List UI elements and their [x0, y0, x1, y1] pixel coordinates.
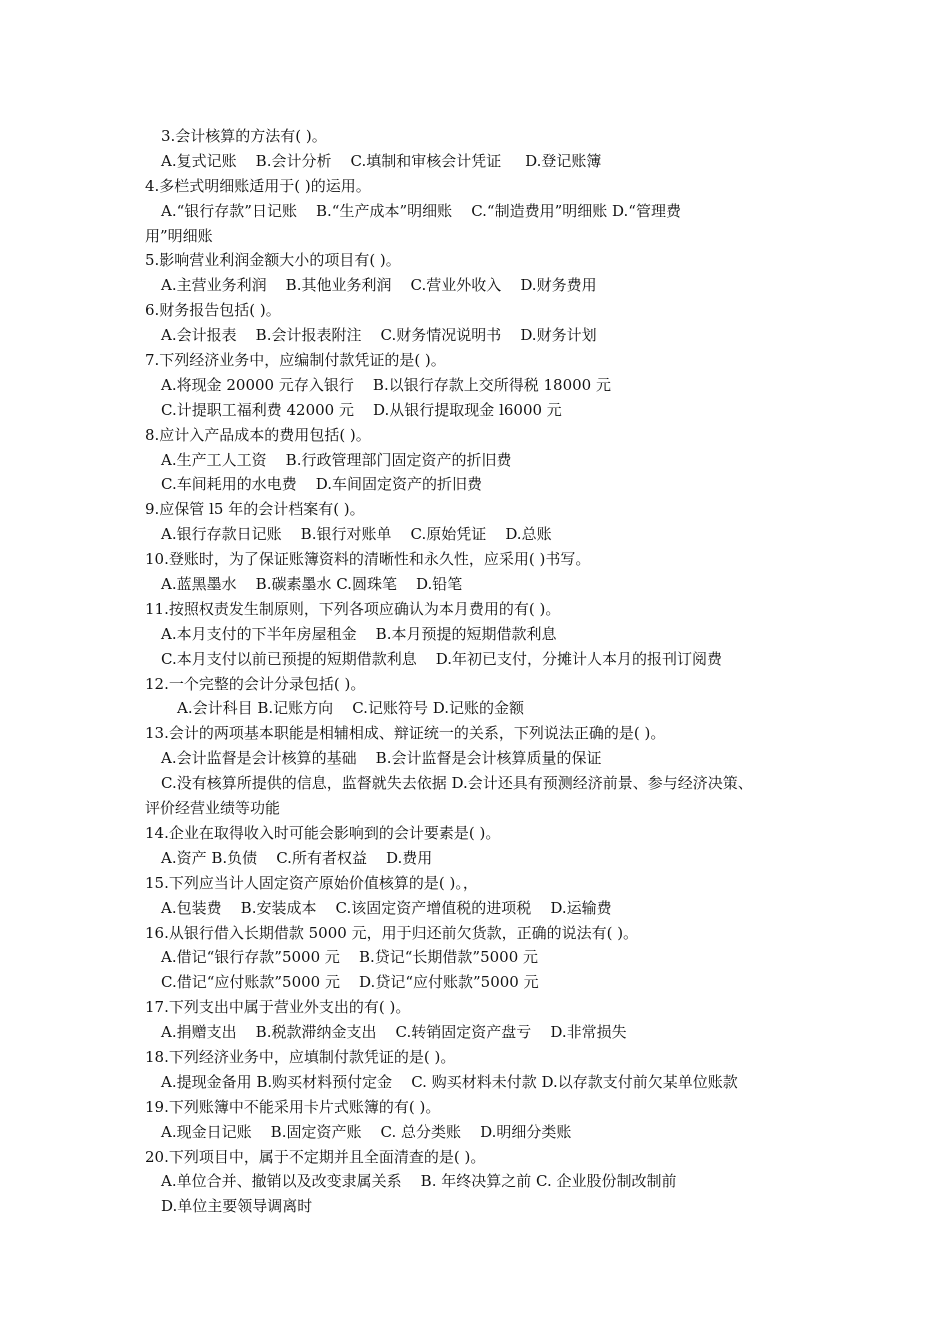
- option-line: A.“银行存款”日记账 B.“生产成本”明细账 C.“制造费用”明细账 D.“管理费: [161, 201, 681, 220]
- option-line: A.现金日记账 B.固定资产账 C. 总分类账 D.明细分类账: [161, 1122, 572, 1141]
- option-line: A.本月支付的下半年房屋租金 B.本月预提的短期借款利息: [161, 624, 557, 643]
- option-line: D.单位主要领导调离时: [161, 1197, 313, 1216]
- question-line: 6.财务报告包括( )。: [145, 301, 281, 320]
- question-line: 10.登账时，为了保证账簿资料的清晰性和永久性，应采用( )书写。: [145, 550, 591, 569]
- question-line: 15.下列应当计人固定资产原始价值核算的是( )。，: [145, 873, 478, 892]
- question-line: 16.从银行借入长期借款 5000 元，用于归还前欠货款，正确的说法有( )。: [145, 923, 639, 942]
- question-line: 8.应计入产品成本的费用包括( )。: [145, 425, 371, 444]
- option-line: A.复式记账 B.会计分析 C.填制和审核会计凭证 D.登记账簿: [161, 151, 602, 170]
- question-line: 17.下列支出中属于营业外支出的有( )。: [145, 998, 411, 1017]
- option-line: A.单位合并、撤销以及改变隶属关系 B. 年终决算之前 C. 企业股份制改制前: [161, 1172, 677, 1191]
- question-line: 9.应保管 l5 年的会计档案有( )。: [145, 500, 365, 519]
- question-list: [145, 124, 815, 1219]
- option-line: A.借记“银行存款”5000 元 B.贷记“长期借款”5000 元: [161, 948, 539, 967]
- option-line: A.主营业务利润 B.其他业务利润 C.营业外收入 D.财务费用: [161, 276, 597, 295]
- question-line: 7.下列经济业务中，应编制付款凭证的是( )。: [145, 351, 446, 370]
- question-line: 19.下列账簿中不能采用卡片式账簿的有( )。: [145, 1097, 441, 1116]
- option-line: A.蓝黑墨水 B.碳素墨水 C.圆珠笔 D.铅笔: [161, 575, 463, 594]
- option-line: C.本月支付以前已预提的短期借款利息 D.年初已支付，分摊计人本月的报刊订阅费: [161, 649, 723, 668]
- option-line: A.生产工人工资 B.行政管理部门固定资产的折旧费: [161, 450, 512, 469]
- option-line: A.将现金 20000 元存入银行 B.以银行存款上交所得税 18000 元: [161, 375, 611, 394]
- option-line: A.会计科目 B.记账方向 C.记账符号 D.记账的金额: [177, 699, 524, 718]
- option-line: A.提现金备用 B.购买材料预付定金 C. 购买材料未付款 D.以存款支付前欠某单位账款: [161, 1072, 738, 1091]
- question-line: 评价经营业绩等功能: [145, 799, 281, 818]
- question-line: 5.影响营业利润金额大小的项目有( )。: [145, 251, 401, 270]
- question-line: 20.下列项目中，属于不定期并且全面清查的是( )。: [145, 1147, 486, 1166]
- option-line: A.会计监督是会计核算的基础 B.会计监督是会计核算质量的保证: [161, 749, 602, 768]
- option-line: C.计提职工福利费 42000 元 D.从银行提取现金 l6000 元: [161, 400, 562, 419]
- question-line: 12.一个完整的会计分录包括( )。: [145, 674, 366, 693]
- option-line: A.包装费 B.安装成本 C.该固定资产增值税的进项税 D.运输费: [161, 898, 612, 917]
- option-line: C.没有核算所提供的信息，监督就失去依据 D.会计还具有预测经济前景、参与经济决策、: [161, 774, 753, 793]
- option-line: A.会计报表 B.会计报表附注 C.财务情况说明书 D.财务计划: [161, 326, 597, 345]
- question-line: 11.按照权责发生制原则，下列各项应确认为本月费用的有( )。: [145, 599, 561, 618]
- question-line: 4.多栏式明细账适用于( )的运用。: [145, 176, 371, 195]
- option-line: C.借记“应付账款”5000 元 D.贷记“应付账款”5000 元: [161, 973, 539, 992]
- option-line: A.资产 B.负债 C.所有者权益 D.费用: [161, 848, 433, 867]
- question-line: 18.下列经济业务中，应填制付款凭证的是( )。: [145, 1047, 456, 1066]
- question-line: 用”明细账: [145, 226, 213, 245]
- question-line: 14.企业在取得收入时可能会影响到的会计要素是( )。: [145, 823, 501, 842]
- option-line: A.捐赠支出 B.税款滞纳金支出 C.转销固定资产盘亏 D.非常损失: [161, 1023, 627, 1042]
- option-line: C.车间耗用的水电费 D.车间固定资产的折旧费: [161, 475, 483, 494]
- option-line: 3.会计核算的方法有( )。: [161, 127, 327, 145]
- question-line: 13.会计的两项基本职能是相辅相成、辩证统一的关系，下列说法正确的是( )。: [145, 724, 666, 743]
- option-line: A.银行存款日记账 B.银行对账单 C.原始凭证 D.总账: [161, 525, 552, 544]
